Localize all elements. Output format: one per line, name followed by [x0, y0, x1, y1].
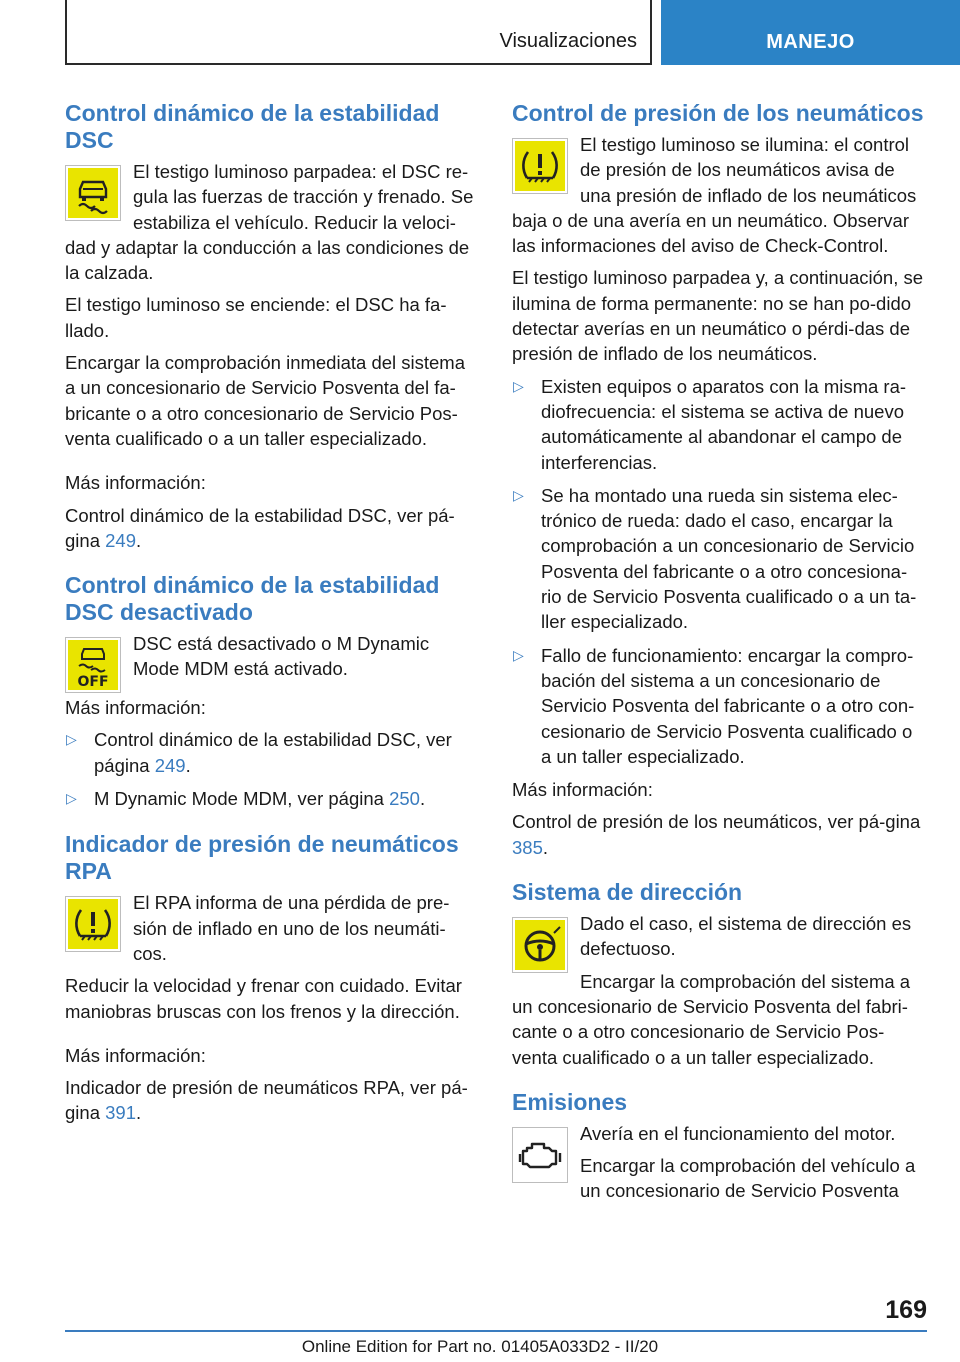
- dsc-off-paragraph: DSC está desactivado o M Dynamic Mode MDM está activado.: [133, 633, 430, 680]
- page-number: 169: [885, 1296, 927, 1324]
- emissions-section: [512, 1089, 927, 1211]
- header-chapter-tab: [661, 0, 960, 65]
- header-section-title: Visualizaciones: [499, 30, 637, 52]
- dsc-off-more-info: Más información:: [65, 697, 206, 719]
- dsc-off-page-link-2[interactable]: 250: [389, 788, 420, 810]
- triangle-bullet-icon: ▷: [66, 790, 77, 807]
- list-item: ▷ Existen equipos o aparatos con la misma ra-diofrecuencia: el sistema se activa de nuevo automáticamente al abandonar el campo de interferencias.: [513, 375, 907, 473]
- tire-pressure-icon: [512, 138, 568, 194]
- list-item: ▷ Fallo de funcionamiento: encargar la compro-bación del sistema a un concesionario de Servicio Posventa del fabricante o a otro con-cesionario de Servicio Posventa cualificado o a un taller especializado.: [513, 644, 915, 767]
- steering-heading: Sistema de dirección: [512, 879, 743, 906]
- dsc-more-info: Más información:: [65, 472, 206, 494]
- steering-section: [512, 879, 927, 1077]
- rpa-page-link[interactable]: 391: [105, 1102, 136, 1124]
- dsc-off-page-link-1[interactable]: 249: [154, 754, 186, 776]
- header-chapter-title: MANEJO: [766, 31, 855, 53]
- dsc-paragraph-3: Encargar la comprobación inmediata del sistema a un concesionario de Servicio Posventa del fa-bricante o a otro concesionario de Servicio Pos-venta cualificado o a un taller especializado.: [65, 352, 466, 449]
- edition-footer: Online Edition for Part no. 01405A033D2 - II/20: [301, 1337, 659, 1356]
- list-item: ▷ Se ha montado una rueda sin sistema elec-trónico de rueda: dado el caso, encargar la comprobación a un concesionario de Servicio Posventa del fabricante o a otro concesiona-rio de Servicio Posventa cualificado o a un ta-ller especializado.: [513, 484, 917, 633]
- tpm-paragraph-2: El testigo luminoso parpadea y, a continuación, se ilumina de forma permanente: no se han po-dido detectar averías en un neumático o pérdi-das de presión de inflado de los neumáticos.: [512, 267, 924, 365]
- engine-check-icon: [512, 1127, 568, 1183]
- rpa-section: [65, 831, 478, 1125]
- dsc-paragraph-1: El testigo luminoso parpadea: el DSC re-gula las fuerzas de tracción y frenado. Se estabiliza el vehículo. Reducir la veloci-dad y adaptar la conducción a las condiciones de la calzada.: [65, 161, 474, 284]
- page-header: [65, 0, 960, 65]
- dsc-off-heading: Control dinámico de la estabilidad DSC desactivado: [65, 572, 440, 626]
- steering-paragraph-2: Encargar la comprobación del sistema a un concesionario de Servicio Posventa del fabri-cante o a otro concesionario de Servicio Pos-venta cualificado o a un taller especializado.: [512, 970, 911, 1068]
- rpa-reference: Indicador de presión de neumáticos RPA, ver pá-gina 391.: [65, 1077, 468, 1124]
- dsc-reference: Control dinámico de la estabilidad DSC, ver pá-gina 249.: [65, 504, 455, 551]
- dsc-heading: Control dinámico de la estabilidad DSC: [65, 100, 440, 153]
- dsc-paragraph-2: El testigo luminoso se enciende: el DSC ha fa-llado.: [65, 294, 447, 341]
- right-column: [512, 100, 927, 1211]
- triangle-bullet-icon: ▷: [513, 646, 524, 663]
- tpm-more-info: Más información:: [512, 779, 653, 801]
- emissions-heading: Emisiones: [512, 1088, 628, 1115]
- svg-text:OFF: OFF: [77, 674, 109, 691]
- list-item: ▷ M Dynamic Mode MDM, ver página 250.: [65, 786, 478, 811]
- tpm-list: [512, 374, 927, 769]
- dsc-page-link[interactable]: 249: [105, 529, 136, 551]
- triangle-bullet-icon: ▷: [513, 486, 524, 503]
- steering-paragraph-1: Dado el caso, el sistema de dirección es defectuoso.: [580, 913, 912, 960]
- dsc-off-section: [65, 572, 478, 811]
- dsc-section: [65, 100, 478, 553]
- emissions-paragraph-2: Encargar la comprobación del vehículo a un concesionario de Servicio Posventa: [580, 1155, 916, 1202]
- emissions-paragraph-1: Avería en el funcionamiento del motor.: [580, 1122, 896, 1144]
- tpm-paragraph-1: El testigo luminoso se ilumina: el control de presión de los neumáticos avisa de una presión de inflado de los neumáticos baja o de una avería en un neumático. Observar las informaciones del aviso de Check-Control.: [512, 134, 917, 257]
- tire-pressure-icon: [65, 896, 121, 952]
- steering-wheel-icon: [512, 917, 568, 973]
- rpa-paragraph-2: Reducir la velocidad y frenar con cuidado. Evitar maniobras bruscas con los frenos y la dirección.: [65, 975, 462, 1022]
- rpa-heading: Indicador de presión de neumáticos RPA: [65, 831, 459, 885]
- dsc-off-icon: [65, 637, 121, 693]
- rpa-paragraph-1: El RPA informa de una pérdida de pre-sión de inflado en uno de los neumáti-cos.: [133, 892, 450, 964]
- tpm-heading: Control de presión de los neumáticos: [512, 100, 924, 126]
- dsc-off-list: [65, 727, 478, 811]
- triangle-bullet-icon: ▷: [513, 377, 524, 394]
- footer-divider: [65, 1330, 927, 1332]
- header-section-box: [65, 0, 652, 65]
- tpm-reference: Control de presión de los neumáticos, ver pá-gina 385.: [512, 811, 921, 858]
- dsc-warning-icon: [65, 165, 121, 221]
- tpm-page-link[interactable]: 385: [512, 836, 543, 858]
- left-column: [65, 100, 478, 1133]
- tpm-section: [512, 100, 927, 860]
- rpa-more-info: Más información:: [65, 1044, 206, 1066]
- list-item: ▷ Control dinámico de la estabilidad DSC, ver página 249.: [66, 729, 452, 776]
- triangle-bullet-icon: ▷: [66, 731, 77, 748]
